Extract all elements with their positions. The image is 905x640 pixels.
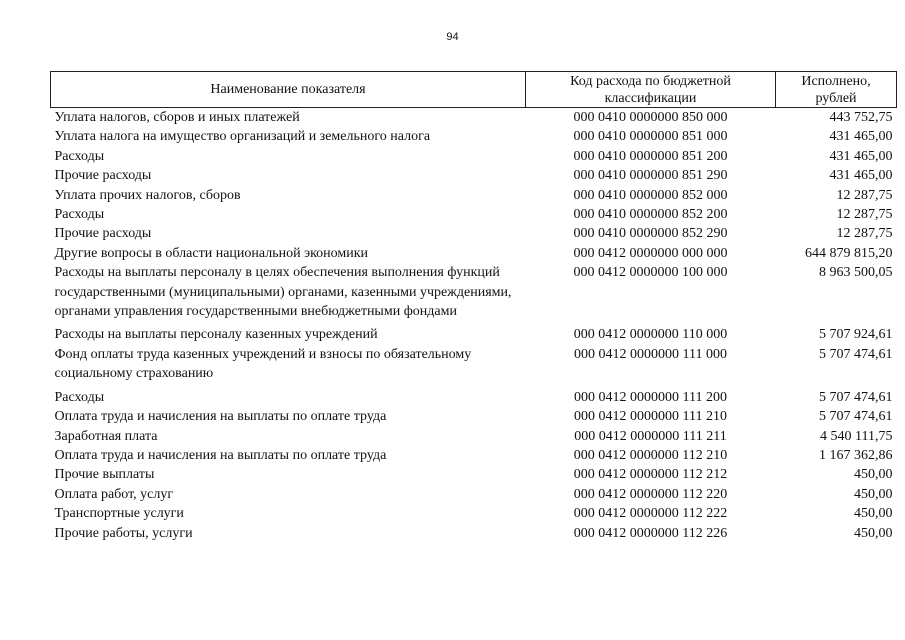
row-executed: 431 465,00 <box>829 148 893 164</box>
row-name: Оплата труда и начисления на выплаты по оплате труда <box>54 409 387 425</box>
table-row <box>51 524 897 543</box>
row-code: 000 0410 0000000 851 000 <box>573 129 728 145</box>
row-executed: 12 287,75 <box>836 226 893 242</box>
table-row <box>51 325 897 344</box>
table-row <box>51 244 897 263</box>
table-row <box>51 108 897 128</box>
row-code: 000 0410 0000000 851 290 <box>573 168 728 184</box>
row-code: 000 0410 0000000 851 200 <box>573 148 728 164</box>
table-row <box>51 224 897 243</box>
table-row <box>51 504 897 523</box>
header-row <box>51 72 897 108</box>
row-name: Расходы на выплаты персоналу казенных учреждений <box>54 327 378 343</box>
row-code: 000 0410 0000000 852 290 <box>573 226 728 242</box>
table-row <box>51 263 897 325</box>
header-name: Наименование показателя <box>51 72 526 108</box>
table-row <box>51 127 897 146</box>
row-code: 000 0410 0000000 852 200 <box>573 207 728 223</box>
table-row <box>51 427 897 446</box>
row-executed: 450,00 <box>854 467 893 483</box>
table-row <box>51 147 897 166</box>
row-name: Прочие расходы <box>54 226 152 242</box>
row-code: 000 0412 0000000 100 000 <box>573 265 728 281</box>
row-code: 000 0412 0000000 111 200 <box>574 389 727 405</box>
row-name: Оплата работ, услуг <box>54 486 174 502</box>
row-name: Фонд оплаты труда казенных учреждений и взносы по обязательному социальному страхованию <box>54 346 472 382</box>
row-code: 000 0412 0000000 112 212 <box>573 467 728 483</box>
row-executed: 4 540 111,75 <box>820 428 893 444</box>
table-row <box>51 388 897 407</box>
row-executed: 5 707 474,61 <box>819 389 893 405</box>
row-executed: 12 287,75 <box>836 207 893 223</box>
row-executed: 644 879 815,20 <box>805 245 893 261</box>
table-row <box>51 407 897 426</box>
page-number: 94 <box>446 31 459 43</box>
row-name: Оплата труда и начисления на выплаты по оплате труда <box>54 447 387 463</box>
row-code: 000 0412 0000000 111 210 <box>574 409 727 425</box>
row-executed: 450,00 <box>854 506 893 522</box>
row-code: 000 0412 0000000 112 220 <box>573 486 728 502</box>
row-code: 000 0412 0000000 110 000 <box>573 327 728 343</box>
table-row <box>51 186 897 205</box>
row-name: Расходы <box>54 148 105 164</box>
row-name: Расходы на выплаты персоналу в целях обеспечения выполнения функций государственными (муниципальными) органами, казенными учреждениями, органами управления государственными внебюджетными фондами <box>54 265 512 320</box>
row-executed: 5 707 474,61 <box>819 409 893 425</box>
row-executed: 431 465,00 <box>829 168 893 184</box>
table-header <box>51 72 897 108</box>
row-name: Уплата прочих налогов, сборов <box>54 187 241 203</box>
row-name: Уплата налогов, сборов и иных платежей <box>54 110 300 125</box>
table-row <box>51 485 897 504</box>
row-name: Транспортные услуги <box>54 506 184 522</box>
table-row <box>51 345 897 388</box>
row-code: 000 0412 0000000 112 226 <box>573 525 728 541</box>
row-code: 000 0412 0000000 111 211 <box>574 428 727 444</box>
row-executed: 450,00 <box>854 486 893 502</box>
row-executed: 431 465,00 <box>829 129 893 145</box>
table-body <box>51 108 897 543</box>
row-name: Заработная плата <box>54 428 158 444</box>
row-code: 000 0412 0000000 000 000 <box>573 245 728 261</box>
row-executed: 5 707 474,61 <box>819 346 893 362</box>
table-row <box>51 205 897 224</box>
header-code: Код расхода по бюджетной классификации <box>526 72 776 108</box>
table-row <box>51 446 897 465</box>
row-name: Прочие выплаты <box>54 467 155 483</box>
row-executed: 5 707 924,61 <box>819 327 893 343</box>
header-executed: Исполнено, рублей <box>776 72 897 108</box>
row-name: Расходы <box>54 207 105 223</box>
table-row <box>51 465 897 484</box>
row-code: 000 0412 0000000 111 000 <box>574 346 727 362</box>
row-name: Расходы <box>54 389 105 405</box>
row-name: Прочие расходы <box>54 168 152 184</box>
row-code: 000 0412 0000000 112 222 <box>573 506 728 522</box>
row-executed: 8 963 500,05 <box>819 265 893 281</box>
row-name: Прочие работы, услуги <box>54 525 193 541</box>
row-code: 000 0410 0000000 852 000 <box>573 187 728 203</box>
row-executed: 1 167 362,86 <box>819 447 893 463</box>
row-executed: 450,00 <box>854 525 893 541</box>
row-name: Другие вопросы в области национальной экономики <box>54 245 369 261</box>
row-code: 000 0412 0000000 112 210 <box>573 447 728 463</box>
row-name: Уплата налога на имущество организаций и земельного налога <box>54 129 431 145</box>
expenditure-table <box>50 71 897 543</box>
row-code: 000 0410 0000000 850 000 <box>573 110 728 125</box>
row-executed: 12 287,75 <box>836 187 893 203</box>
table-row <box>51 166 897 185</box>
row-executed: 443 752,75 <box>829 110 893 125</box>
